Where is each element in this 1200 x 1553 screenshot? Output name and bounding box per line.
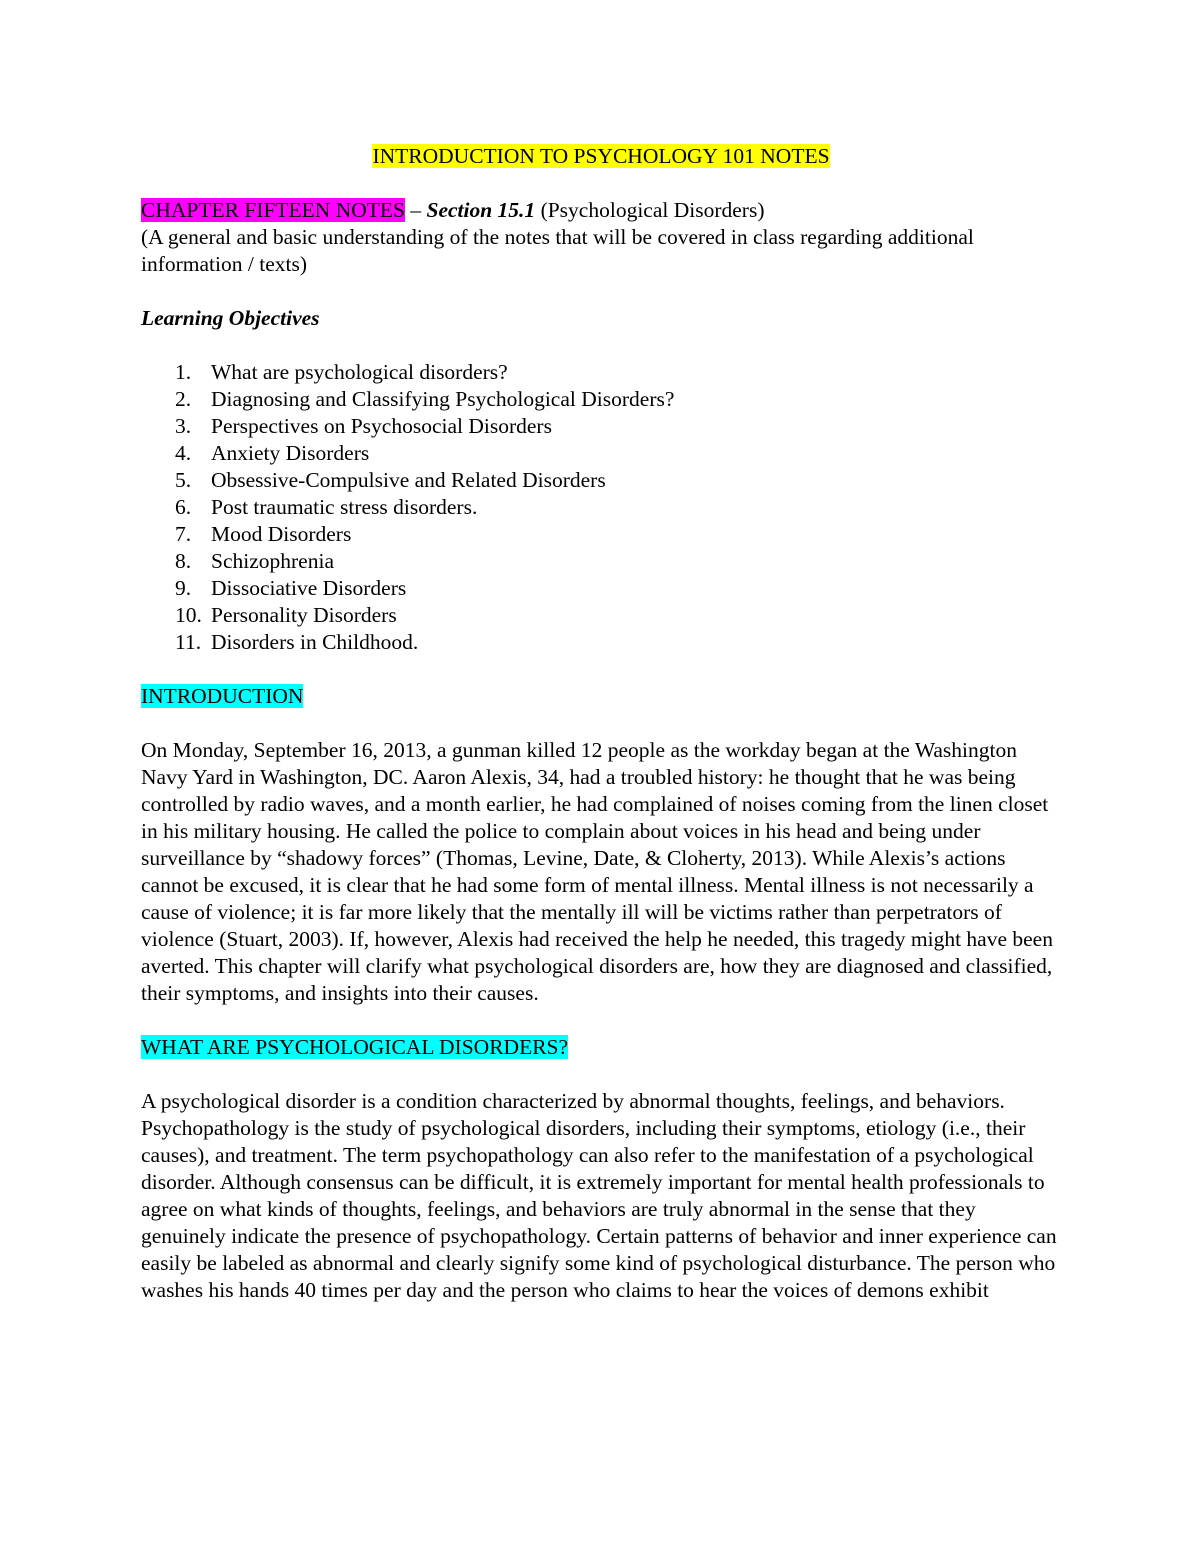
introduction-heading: INTRODUCTION [141,684,304,708]
list-item-text: Mood Disorders [211,522,352,546]
list-item-number: 7. [175,522,192,546]
document-title: INTRODUCTION TO PSYCHOLOGY 101 NOTES [372,144,830,168]
list-item-number: 2. [175,387,192,411]
chapter-dash: – [404,198,427,222]
list-item-text: Personality Disorders [211,603,397,627]
list-item-number: 11. [175,630,202,654]
list-item-text: Obsessive-Compulsive and Related Disorders [211,468,606,492]
chapter-line [141,197,1061,224]
list-item-text: Perspectives on Psychosocial Disorders [211,414,552,438]
list-item [141,467,1061,494]
list-item-number: 6. [175,495,192,519]
list-item [141,575,1061,602]
list-item-text: Dissociative Disorders [211,576,407,600]
list-item-text: What are psychological disorders? [211,360,508,384]
list-item-text: Disorders in Childhood. [211,630,419,654]
learning-objectives-list [141,359,1061,656]
list-item [141,413,1061,440]
document-title-line [141,143,1061,170]
list-item-text: Schizophrenia [211,549,334,573]
list-item [141,548,1061,575]
learning-objectives-heading: Learning Objectives [141,306,320,330]
document-content [141,143,1061,1331]
list-item-number: 1. [175,360,192,384]
list-item [141,359,1061,386]
list-item-number: 3. [175,414,192,438]
list-item-number: 5. [175,468,192,492]
list-item-number: 10. [175,603,202,627]
list-item [141,629,1061,656]
list-item [141,440,1061,467]
section-topic: (Psychological Disorders) [535,198,765,222]
introduction-heading-line [141,683,1061,710]
list-item [141,494,1061,521]
what-are-body: A psychological disorder is a condition characterized by abnormal thoughts, feelings, and behaviors. Psychopathology is the study of psychological disorders, including their symptoms, etiology (i.e., their causes), and treatment. The term psychopathology can also refer to the manifestation of a psychological disorder. Although consensus can be difficult, it is extremely important for mental health professionals to agree on what kinds of thoughts, feelings, and behaviors are truly abnormal in the sense that they genuinely indicate the presence of psychopathology. Certain patterns of behavior and inner experience can easily be labeled as abnormal and clearly signify some kind of psychological disturbance. The person who washes his hands 40 times per day and the person who claims to hear the voices of demons exhibit [141,1089,1057,1302]
list-item-number: 4. [175,441,192,465]
list-item-number: 8. [175,549,192,573]
list-item [141,521,1061,548]
list-item [141,386,1061,413]
section-label: Section 15.1 [426,198,536,222]
chapter-description: (A general and basic understanding of the notes that will be covered in class regarding additional information / texts) [141,225,974,276]
what-are-heading-line [141,1034,1061,1061]
list-item-text: Diagnosing and Classifying Psychological Disorders? [211,387,675,411]
list-item [141,602,1061,629]
list-item-text: Post traumatic stress disorders. [211,495,478,519]
introduction-body: On Monday, September 16, 2013, a gunman killed 12 people as the workday began at the Washington Navy Yard in Washington, DC. Aaron Alexis, 34, had a troubled history: he thought that he was being controlled by radio waves, and a month earlier, he had complained of noises coming from the linen closet in his military housing. He called the police to complain about voices in his head and being under surveillance by “shadowy forces” (Thomas, Levine, Date, & Cloherty, 2013). While Alexis’s actions cannot be excused, it is clear that he had some form of mental illness. Mental illness is not necessarily a cause of violence; it is far more likely that the mentally ill will be victims rather than perpetrators of violence (Stuart, 2003). If, however, Alexis had received the help he needed, this tragedy might have been averted. This chapter will clarify what psychological disorders are, how they are diagnosed and classified, their symptoms, and insights into their causes. [141,738,1053,1005]
chapter-label: CHAPTER FIFTEEN NOTES [141,198,405,222]
list-item-number: 9. [175,576,192,600]
list-item-text: Anxiety Disorders [211,441,370,465]
what-are-heading: WHAT ARE PSYCHOLOGICAL DISORDERS? [141,1035,569,1059]
